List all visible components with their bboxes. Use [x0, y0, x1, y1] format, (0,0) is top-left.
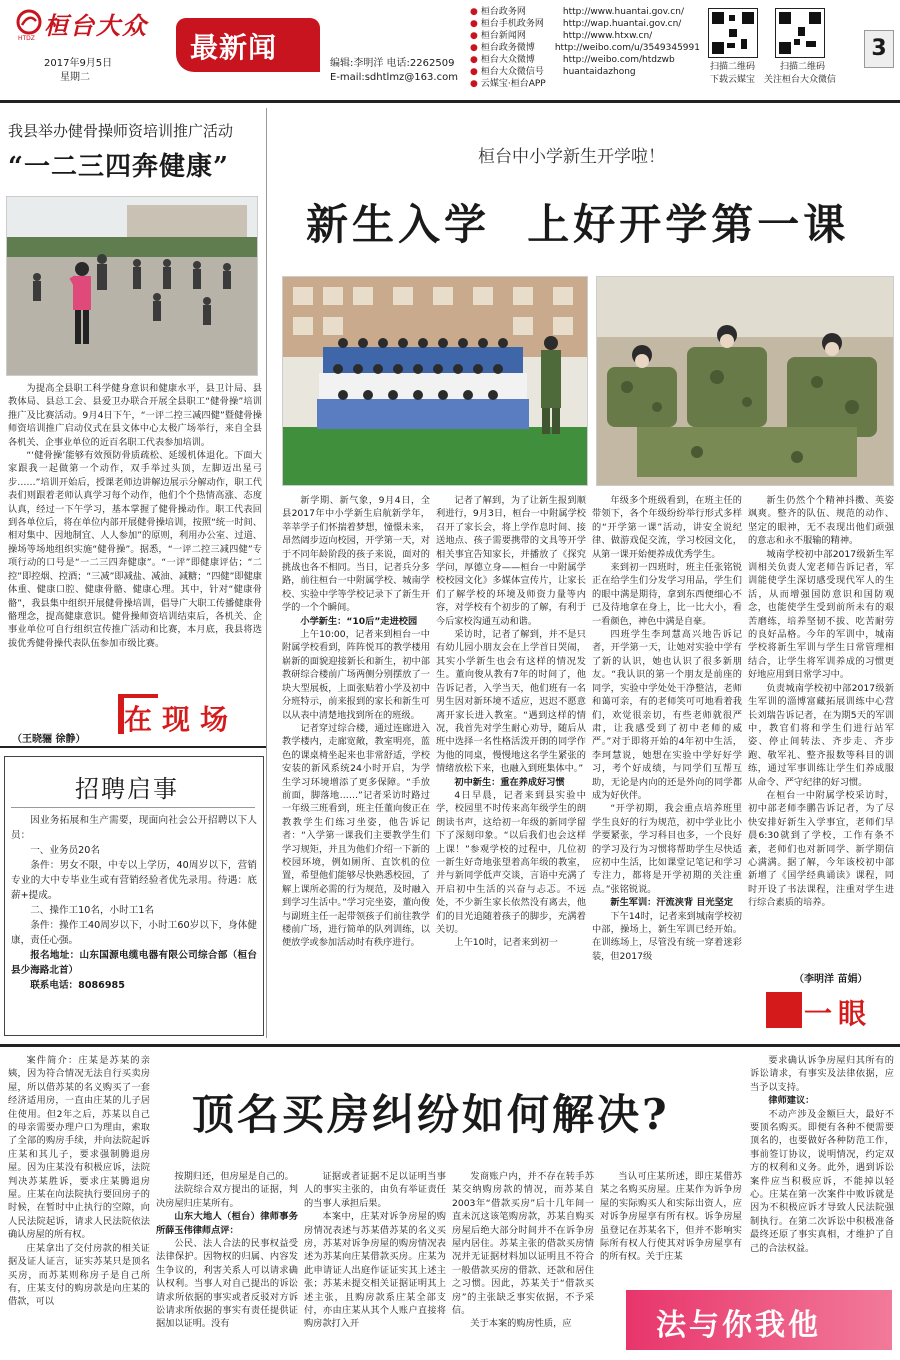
link-row [470, 78, 700, 90]
page-number-value: 3 [871, 36, 887, 61]
paragraph: 证据或者证据不足以证明当事人的事实主张的，由负有举证责任的当事人承担后果。 [304, 1171, 446, 1209]
qr-caption: 下载云媒宝 [710, 75, 756, 85]
paragraph: 发商账户内，并不存在转手苏某交纳购房款的情况，而苏某自2003年“借款买房”后十几年间一直未沉这该笔购房款，苏某自购买房屋后绝大部分时间并不在诉争房屋内居住。苏某主张的借款买房情况并无证据材料加以证明且不符合一般借款买房的借款、还款和居住之习惯。因此，苏某关于“借款买房”的主张缺乏事实依据，不予采信。 [452, 1171, 594, 1317]
law-col-3 [304, 1170, 446, 1354]
paragraph: 为提高全县职工科学健身意识和健康水平，县卫计局、县教体局、县总工会、县爱卫办联合开展全县职工“健骨操”培训推广及比赛活动。9月4日下午，“一评二控三减四健”暨健骨操师资培训推广启动仪式在县文体中心太极广场举行，来自全县各机关、企事业单位的近百名职工代表参加培训。 [8, 383, 262, 448]
issue-weekday: 星期二 [60, 72, 90, 83]
tag-first-look-text: 第一眼 [770, 997, 873, 1030]
link-row [470, 66, 700, 78]
law-banner-text: 法与你我他 [656, 1308, 821, 1343]
recruit-item2-title: 二、操作工10名，小时工1名 [30, 905, 155, 916]
recruit-rule [11, 807, 255, 808]
link-url[interactable]: huantaidazhong [562, 67, 636, 77]
link-name: 桓台政务微博 [480, 43, 535, 53]
paragraph: 采访时，记者了解到，并不是只有幼儿园小朋友会在上学首日哭闹，其实小学新生也会有这样的情况发生。董向俊从教有7年的时间了，他告诉记者，入学当天，他们班有一名男生因对新环境不适应，迟迟不愿意离开家长进入教室。“遇到这样的情况，我首先对学生耐心劝导，随后从班中选择一名性格活泼开朗的同学作为他的同桌，慢慢地这名学生紧张的情绪放松下来，也融入到班集体中。” [436, 629, 586, 775]
paragraph: “开学初期，我会重点培养班里学生良好的行为规范，初中学业比小学要紧张，学习科目也多，一个良好的学习及行为习惯将帮助学生尽快适应初中生活，比如课堂记笔记和学习专注力，都将是开学初期的关注重点。”张铭锐说。 [592, 803, 742, 895]
logo-text: 桓台大众 [44, 11, 148, 40]
law-banner [626, 1290, 892, 1350]
paragraph: 年级多个班级看到，在班主任的带领下，各个年级纷纷举行形式多样的“开学第一课”活动，讲安全说纪律、做游戏促交流，学习校园文化，从第一课开始便养成优秀学生。 [592, 495, 742, 560]
section-title: 最新闻 [190, 31, 278, 64]
paragraph: 公民、法人合法的民事权益受法律保护。因物权的归属、内容发生争议的，利害关系人可以请求确认权利。当事人对自己提出的诉讼请求所依据的事实或者反驳对方诉讼请求所依据的事实有责任提供证据加以证明。没有 [156, 1238, 298, 1330]
link-name: 桓台大众微博 [480, 55, 535, 65]
subhead: 小学新生：“10后”走进校园 [300, 615, 418, 627]
paragraph: 四班学生李珂慧高兴地告诉记者，开学第一天，让她对实验中学有了新的认识，她也认识了很多新朋友。“我认识的第一个朋友是前座的同学，实验中学处处干净整洁，老师和蔼可亲，有的老师笑可可地看着我们，欢觉很亲切，有些老师就很严肃，让我感受到了初中老师的威严。”对于即将开始的4年初中生活，李珂慧说，她想在实验中学好好学习，考个好成绩，与同学们互帮互助，无论是内向的还是外向的同学都成为好伙伴。 [592, 629, 742, 801]
paragraph: 不动产涉及金额巨大，最好不要顶名购买。即便有各种不便需要顶名的，也要做好各种防范工作，事前签订协议，说明情况，约定双方的权利和义务。此外，遇到诉讼案件应当积极应诉，不能掉以轻心。庄某在第一次案件中败诉就是因为不积极应诉才导致人民法院强制执行。在第二次诉讼中积极准备最终还原了事实真相，才维护了自己的合法权益。 [750, 1108, 894, 1254]
editor-email: E-mail:sdhtlmz@163.com [330, 72, 458, 83]
recruit-phone: 联系电话：8086985 [30, 980, 125, 991]
subhead: 初中新生：重在养成好习惯 [454, 776, 565, 788]
link-bullet-icon: ● [470, 43, 478, 53]
link-bullet-icon: ● [470, 67, 478, 77]
main-col-1 [282, 494, 430, 1042]
qr-code-download[interactable] [708, 8, 758, 58]
recruit-item1-cond: 条件：男女不限，中专以上学历，40周岁以下，营销专业的大中专毕业生或有营销经验者优先录用。待遇：底薪+提成。 [11, 860, 257, 901]
paragraph: 本案中，庄某对诉争房屋的购房情况表述与苏某借苏某的名义买房，苏某对诉争房屋的购房情况表述为苏某向庄某借款买房。庄某为此申请证人出庭作证证实其上述主张；苏某未提交相关证据证明其上述主张，且购房款系庄某全部支付，亦由庄某从其个人账户直接将购房款打入开 [304, 1211, 446, 1330]
recruit-title: 招聘启事 [75, 775, 179, 803]
link-bullet-icon: ● [470, 7, 478, 17]
paragraph: 案件简介：庄某是苏某的亲姨，因为符合情况无法自行买卖房屋，所以借苏某的名义购买了一套经济适用房，一直由庄某的儿子居住使用。但2年之后，苏某以自己的母亲需要办理户口为理由，索取了全部的购房手续，并向法院起诉庄某和其儿子，要求强制腾退房屋。因为庄某没有积极应诉，法院判决苏某胜诉，要求庄某腾退房屋。庄某在向法院执行要回房子的时候，在暂时中止执行的空隙，向人民法院起诉，请求人民法院依法确认房屋的所有权。 [8, 1055, 150, 1241]
left-kicker: 我县举办健骨操师资培训推广活动 [8, 122, 234, 140]
section-tab [176, 18, 320, 72]
paragraph: 新学期、新气象，9月4日，全县2017年中小学新生启航新学年，莘莘学子们怀揣着梦想，憧憬未来，昂然阔步迈向校园，开学第一天，对于不同年龄阶段的孩子来说，面对的挑战也各不相同。当日，记者兵分多路，前往桓台一中附属学校、城南学校、实验中学等学校记录下了新生开学的一个个瞬间。 [282, 495, 430, 614]
link-bullet-icon: ● [470, 31, 478, 41]
paragraph: 当认可庄某所述，即庄某借苏某之名购买房屋。庄某作为诉争房屋的实际购买人和实际出资人，应对诉争房屋享有所有权。诉争房屋虽登记在苏某名下，但并不影响实际所有权人行使其对诉争房屋享有的所有权。关于庄某 [600, 1171, 742, 1263]
left-headline: “一二三四奔健康” [8, 152, 229, 182]
main-col-4 [748, 494, 894, 972]
masthead [0, 0, 900, 100]
link-bullet-icon: ● [470, 19, 478, 29]
recruit-box [4, 756, 264, 1036]
link-name: 桓台大众微信号 [480, 67, 544, 77]
paragraph: 上午10时，记者来到初一 [454, 937, 558, 949]
law-col-1 [8, 1054, 150, 1354]
link-row [470, 30, 700, 42]
paragraph: “‘健骨操’能够有效预防骨质疏松、延缓机体退化。下面大家跟我一起做第一个动作，双手举过头顶，左脚迈出星弓步……”培训开始后，授课老师边讲解边展示分解动作，职工代表们则跟着老师认真学习每个动作，他们个个热情高涨、态度认真，经过一下午学习，基本掌握了健骨操动作。职工代表回到各单位后，将在单位内部开展健骨操培训，按照“统一时间、相对集中、因地制宜、人人参加”的原则，利用办公室、过道、操场等场地组织实施“健骨操”。据悉，“一评二控三减四健”专项行动的口号是“一二三四奔健康”。“一评”即健康评估；“二控”即控烟、控酒；“三减”即减盐、减油、减糖；“四健”即健康体重、健康口腔、健康骨骼、健康心理。其中，针对“健康骨骼”，我县集中组织开展健骨操培训，倡导广大职工传播健康骨骼理念，提高健康意识。健骨操师资培训结束后，各机关、企事业单位可自行组织宣传推广活动和比赛，本月底，我县将选拔优秀健骨操代表队伍参加市级比赛。 [8, 450, 262, 649]
left-byline: （王晓骊 徐静） [12, 734, 86, 745]
recruit-address: 报名地址：山东国源电缆电器有限公司综合部（桓台县少海路北首） [11, 950, 257, 976]
editor-info: 编辑:李明洋 电话:2262509 [330, 58, 455, 69]
link-name: 桓台新闻网 [480, 31, 526, 41]
subhead: 新生军训：汗流浃背 目光坚定 [610, 897, 734, 909]
link-row [470, 54, 700, 66]
link-url[interactable]: http://weibo.com/u/3549345991 [554, 43, 700, 53]
logo-sub: HTDZ [18, 35, 35, 42]
paragraph: 记者穿过综合楼，通过连廊进入教学楼内，走廊宽敞，教室明亮，蓝色的课桌椅坐起来也非常舒适，学校安装的新风系统24小时开启，为学生学习环境增添了更多保障。“手放前面，脚落地……”记者采访时路过一年级三班看到，班主任董向俊正在教教学生们练习坐姿，他告诉记者：“入学第一课我们主要教学生们学习规矩，并且为他们介绍一下新的校园环境，例如厕所、直饮机的位置，希望他们能够尽快熟悉校园，了解上课所必需的行为规范，及时融入到学习生活中。”学习完坐姿，董向俊与副班主任一起带领孩子们前往教学楼前广场，进行简单的队列训练，以便放学或参加活动时有秩序进行。 [282, 722, 430, 949]
logo-mark-icon [16, 9, 42, 35]
main-headline: 新生入学 上好开学第一课 [306, 200, 850, 249]
uniform-photo [596, 276, 894, 486]
law-commentary-heading: 山东大地人（桓台）律师事务所薛玉伟律师点评： [156, 1211, 298, 1236]
main-col-3 [592, 494, 742, 1042]
link-name: 云媒宝·桓台APP [480, 79, 546, 89]
paragraph: 来到初一四班时，班主任张铭锐正在给学生们分发学习用品，学生们的眼中满是期待，拿到东西便细心不已及待地拿在身上，比一比大小，看一看颜色，神色中满是自豪。 [592, 562, 742, 627]
law-col-6 [750, 1054, 894, 1284]
column-divider [266, 108, 267, 1038]
link-name: 桓台政务网 [480, 7, 526, 17]
link-name: 桓台手机政务网 [480, 19, 544, 29]
link-row [470, 42, 700, 54]
main-byline: （李明洋 苗娟） [794, 974, 868, 985]
paragraph: 在桓台一中附属学校采访时，初中部老师李鹏告诉记者，为了尽快安排好新生入学事宜，老师们早晨6:30就到了学校，工作有条不紊，老师们也对新同学、新学期信心满满。据了解，今年该校初中部新增了《国学经典诵读》课程，同时开设了书法课程，注重对学生进行综合素质的培养。 [748, 789, 894, 909]
tag-first-look [766, 990, 896, 1032]
issue-date: 2017年9月5日 [44, 58, 113, 69]
law-advice-heading: 律师建议： [768, 1095, 815, 1107]
link-url[interactable]: http://www.huantai.gov.cn/ [562, 7, 684, 17]
link-row [470, 6, 700, 18]
link-url[interactable]: http://wap.huantai.gov.cn/ [562, 19, 682, 29]
tag-on-site [118, 694, 254, 736]
recruit-body [11, 813, 257, 1031]
section-rule [0, 1044, 900, 1047]
recruit-intro: 因业务拓展和生产需要，现面向社会公开招聘以下人员： [11, 815, 257, 841]
qr-caption: 扫描二维码 [710, 62, 756, 72]
paragraph: 4日早晨，记者来到县实验中学，校园里不时传来高年级学生的朗朗读书声，这给初一年级的新同学留下了深刻印象。“以后我们也会这样上课！”参观学校的过程中，几位初一新生好奇地张望着高年级的教室，并与新同学低声交谈，言语中充满了开启初中生活的兴奋与忐忑。不远处，不少新生家长依然没有离去，他们的目光追随着孩子的脚步，充满着关切。 [436, 789, 586, 935]
students-photo [282, 276, 588, 486]
law-headline: 顶名买房纠纷如何解决? [192, 1090, 670, 1139]
paragraph: 要求确认诉争房屋归其所有的诉讼请求，有事实及法律依据，应当予以支持。 [750, 1055, 894, 1093]
qr-caption: 扫描二维码 [780, 62, 826, 72]
link-row [470, 18, 700, 30]
paragraph: 庄某拿出了交付房款的相关证据及证人证言，证实苏某只是顶名买房，而苏某则称房子是自己所有，庄某支付的购房款是向庄某的借款，可以 [8, 1242, 150, 1308]
law-col-2 [156, 1170, 298, 1354]
logo [16, 6, 166, 44]
left-rule [0, 746, 266, 748]
paragraph: 新生仍然个个精神抖擞、英姿飒爽。整齐的队伍、规范的动作、坚定的眼神，无不表现出他们顽强的意志和永不服输的精神。 [748, 495, 894, 547]
paragraph: 关于本案的购房性质，应 [470, 1318, 572, 1330]
paragraph: 记者了解到，为了让新生报到顺利进行，9月3日，桓台一中附属学校召开了家长会，将上学作息时间、接送地点、孩子需要携带的文具等开学相关事宜告知家长，并播放了《探究学问，厚德立身——桓台一中附属学校校园文化》多媒体宣传片，让家长们了解学校的环境及师资力量等内容，对学校有个初步的了解，有利于今后家校沟通互动和谐。 [436, 495, 586, 627]
link-list [470, 6, 700, 90]
recruit-item2-cond: 条件：操作工40周岁以下，小时工60岁以下，身体健康，责任心强。 [11, 920, 257, 946]
paragraph: 按期归还，但房屋是自己的。 [174, 1171, 294, 1182]
paragraph: 法院综合双方提出的证据，判决房屋归庄某所有。 [156, 1184, 298, 1209]
main-col-2 [436, 494, 586, 1042]
link-url[interactable]: http://www.htxw.cn/ [562, 31, 653, 41]
link-bullet-icon: ● [470, 79, 478, 89]
paragraph: 负责城南学校初中部2017级新生军训的淄博富藏拓展训练中心营长刘瑞告诉记者，在为期5天的军训中，教官们将和学生们进行站军姿、停止间转法、齐步走、齐步跑、敬军礼、整齐报数等科目的训练，通过军事训练让学生们养成服从命令、严守纪律的好习惯。 [748, 682, 894, 788]
paragraph: 城南学校初中部2017级新生军训相关负责人宠老师告诉记者，军训能使学生深切感受现代军人的生活，从而增强国防意识和国防观念，也能使学生受到前所未有的艰苦磨练，培养坚韧不拔、吃苦耐劳的良好品格。今年的军训中，城南学校将新生军训与学生日常管理相结合，让学生将军训养成的习惯更好地应用到日常学习中。 [748, 548, 894, 681]
paragraph: 上午10:00，记者来到桓台一中附属学校看到，阵阵悦耳的教学楼用崭新的面貌迎接新长和新生，初中部教研综合楼前广场两侧分别摆放了一块大型展板，上面张贴着小学及初中分班特示，前来报到的家长和新生可以从表中清楚地找到所在的班级。 [282, 629, 430, 721]
page-number [864, 30, 894, 68]
link-url[interactable]: http://weibo.com/htdzwb [562, 55, 675, 65]
tag-on-site-text: 在现场 [124, 698, 238, 738]
main-kicker: 桓台中小学新生开学啦！ [478, 147, 665, 167]
qr-caption: 关注桓台大众微信 [764, 75, 837, 85]
masthead-rule [0, 100, 900, 103]
exercise-photo [6, 196, 258, 376]
paragraph: 下午14时，记者来到城南学校初中部，操场上，新生军训已经开始。在训练场上，尽管没有统一穿着迷彩装，但2017级 [592, 910, 742, 962]
qr-code-wechat[interactable] [775, 8, 825, 58]
law-col-4 [452, 1170, 594, 1354]
recruit-item1-title: 一、业务员20名 [30, 845, 100, 856]
link-bullet-icon: ● [470, 55, 478, 65]
left-article-body [8, 382, 262, 692]
